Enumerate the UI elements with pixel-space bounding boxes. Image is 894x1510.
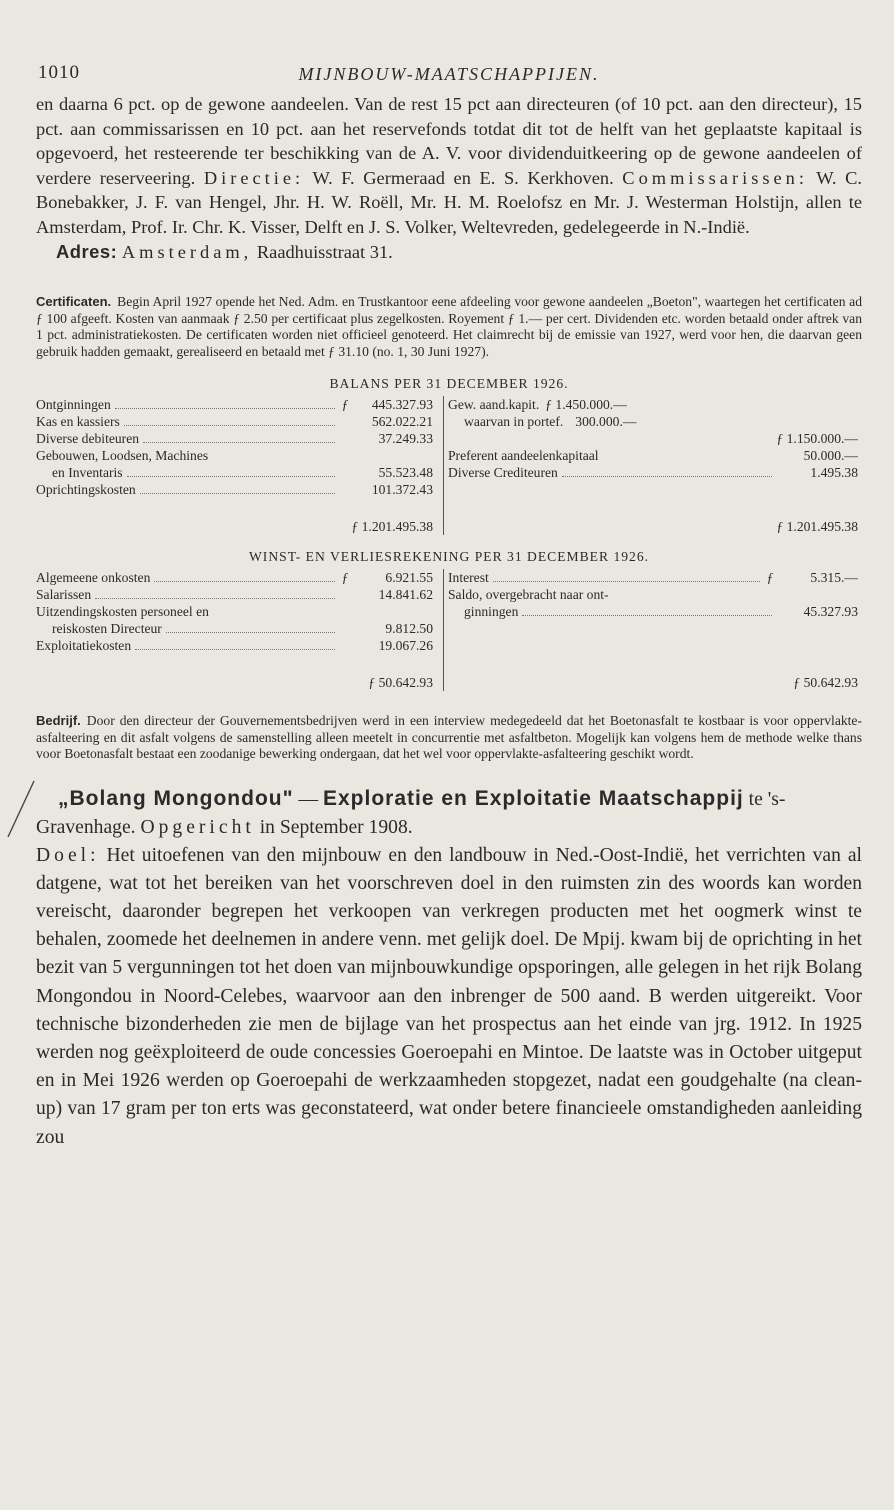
bedrijf-paragraph xyxy=(36,713,862,763)
balans-total-right: ƒ 1.201.495.38 xyxy=(776,519,858,535)
balans-row: en Inventaris 55.523.48 xyxy=(52,465,433,481)
balans-row: ƒ 1.150.000.— xyxy=(776,431,858,447)
winst-total-right: ƒ 50.642.93 xyxy=(793,675,858,691)
company-subtitle: Exploratie en Exploitatie Maatschappij xyxy=(322,786,744,810)
directie-label: Directie: xyxy=(203,167,305,188)
company-name: „Bolang Mongondou" xyxy=(58,786,294,810)
company-heading xyxy=(36,785,862,842)
winst-total-left-row xyxy=(36,674,433,691)
balans-credit-side xyxy=(444,396,858,535)
balans-row: Oprichtingskosten 101.372.43 xyxy=(36,482,433,498)
bedrijf-label: Bedrijf. xyxy=(36,713,81,729)
winst-total-right-row xyxy=(448,674,858,691)
doel-label: Doel: xyxy=(36,844,100,866)
winst-debit-side xyxy=(36,569,444,691)
balans-total-left-row xyxy=(36,518,433,535)
intro-paragraph xyxy=(36,92,862,240)
balans-total-right-row xyxy=(448,518,858,535)
certificaten-paragraph xyxy=(36,294,862,360)
company-location: te 's-Gravenhage. xyxy=(36,788,786,838)
doel-text: Het uitoefenen van den mijnbouw en den landbouw in Ned.-Oost-Indië, het verrichten van al datgene, wat tot het bereiken van het voorschreven doel in den ruimsten zin des woords kan worden vereischt, daaronder begrepen het verkoopen van verkregen producten met het oogmerk winst te behalen, zoomede het deelnemen in andere venn. met gelijk doel. De Mpij. kwam bij de oprichting in het bezit van 5 vergunningen tot het doen van mijnbouwkundige opsporingen, alle gelegen in het rijk Bolang Mongondou in Noord-Celebes, waarvoor aan den inbrenger de 500 aand. B werden uitgereikt. Voor technische bizonderheden zie men de bijlage van het prospectus aan het einde van jrg. 1912. In 1925 werden nog geëxploiteerd de oude concessies Goeroepahi en Mintoe. De laatste was in October uitgeput en in Mei 1926 werden op Goeroepahi de werkzaamheden stopgezet, nadat een goudgehalte (na clean-up) van 17 gram per ton erts was geconstateerd, wat onder betere financieele omstandigheden aanleiding zou xyxy=(36,844,863,1148)
winst-row: ginningen 45.327.93 xyxy=(464,604,858,620)
winst-row: Saldo, overgebracht naar ont- xyxy=(448,587,609,603)
intro-text: en daarna 6 pct. op de gewone aandeelen. Van de rest 15 pct aan directeuren (of 10 pct. aan den directeur), 15 pct. aan commissarissen en 10 pct. aan het reservefonds totdat dit tot de helft van het geplaatste kapitaal is opgevoerd, het resteerende ter beschikking van de A. V. voor dividenduitkeering op de gewone aandeelen of verdere reserveering. xyxy=(36,94,862,188)
opgericht-date: in September 1908. xyxy=(259,816,413,838)
running-title: MIJNBOUW-MAATSCHAPPIJEN. xyxy=(298,64,600,84)
balans-row: Preferent aandeelenkapitaal 50.000.— xyxy=(448,448,858,464)
balans-row: Kas en kassiers 562.022.21 xyxy=(36,414,433,430)
doel-paragraph xyxy=(36,842,862,1152)
balans-row: Diverse Crediteuren 1.495.38 xyxy=(448,465,858,481)
winst-row: Algemeene onkosten ƒ 6.921.55 xyxy=(36,570,433,586)
winst-row: Interest ƒ 5.315.— xyxy=(448,570,858,586)
winst-row: Salarissen 14.841.62 xyxy=(36,587,433,603)
balans-row: Gew. aand.kapit. ƒ 1.450.000.— xyxy=(448,397,627,413)
balans-table xyxy=(36,396,858,535)
winst-total-left: ƒ 50.642.93 xyxy=(368,675,433,691)
certificaten-text: Begin April 1927 opende het Ned. Adm. en Trustkantoor eene afdeeling voor gewone aandeelen „Boeton", waartegen het certificaten ad ƒ 100 afgeeft. Kosten van aanmaak ƒ 2.50 per certificaat plus zegelkosten. Royement ƒ 1.— per cert. Dividenden etc. worden betaald onder aftrek van 1 pct. administratiekosten. De certificaten worden niet officieel genoteerd. Het claimrecht bij de emissie van 1927, werd voor hen, die daarvan geen gebruik hadden gemaakt, gerealiseerd en betaald met ƒ 31.10 (no. 1, 30 Juni 1927). xyxy=(36,294,862,359)
winst-row: Exploitatiekosten 19.067.26 xyxy=(36,638,433,654)
title-dash: — xyxy=(298,788,319,810)
winst-row: Uitzendingskosten personeel en xyxy=(36,604,209,620)
adres-city: Amsterdam, xyxy=(121,241,253,262)
balans-row: Ontginningen ƒ 445.327.93 xyxy=(36,397,433,413)
winst-credit-side xyxy=(444,569,858,691)
balans-title: BALANS PER 31 DECEMBER 1926. xyxy=(329,376,569,392)
pencil-mark xyxy=(6,779,36,841)
page-header xyxy=(36,58,862,92)
winst-title: WINST- EN VERLIESREKENING PER 31 DECEMBER 1926. xyxy=(248,549,650,565)
balans-row: waarvan in portef. 300.000.— xyxy=(464,414,637,430)
adres-line xyxy=(36,240,862,265)
commissarissen-label: Commissarissen: xyxy=(622,167,808,188)
adres-street: Raadhuisstraat 31. xyxy=(256,241,393,262)
balans-debit-side xyxy=(36,396,444,535)
page-number: 1010 xyxy=(38,62,80,83)
winst-table xyxy=(36,569,858,691)
commissarissen-text: W. C. Bonebakker, J. F. van Hengel, Jhr. H. W. Roëll, Mr. H. M. Roelofsz en Mr. J. Westerman Holstijn, allen te Amsterdam, Prof. Ir. Chr. K. Visser, Delft en J. S. Volker, Weltevreden, gedelegeerde in N.-Indië. xyxy=(36,167,862,237)
certificaten-label: Certificaten. xyxy=(36,294,112,310)
bedrijf-text: Door den directeur der Gouvernementsbedrijven werd in een interview medegedeeld dat het Boetonasfalt te kostbaar is voor oppervlakte-asfalteering en dit asfalt volgens de samenstelling alleen meetelt in concurrentie met asfaltbeton. Mogelijk kan volgens hem de methode welke thans voor Boetonasfalt bestaat een zoodanige bewerking ondergaan, dat het wel voor oppervlakte-asfalteering geschikt wordt. xyxy=(36,713,862,762)
balans-row: Gebouwen, Loodsen, Machines xyxy=(36,448,209,464)
balans-total-left: ƒ 1.201.495.38 xyxy=(351,519,433,535)
winst-row: reiskosten Directeur 9.812.50 xyxy=(52,621,433,637)
directie-text: W. F. Germeraad en E. S. Kerkhoven. xyxy=(312,167,614,188)
adres-label: Adres: xyxy=(56,240,118,262)
balans-row: Diverse debiteuren 37.249.33 xyxy=(36,431,433,447)
opgericht-label: Opgericht xyxy=(140,816,255,838)
